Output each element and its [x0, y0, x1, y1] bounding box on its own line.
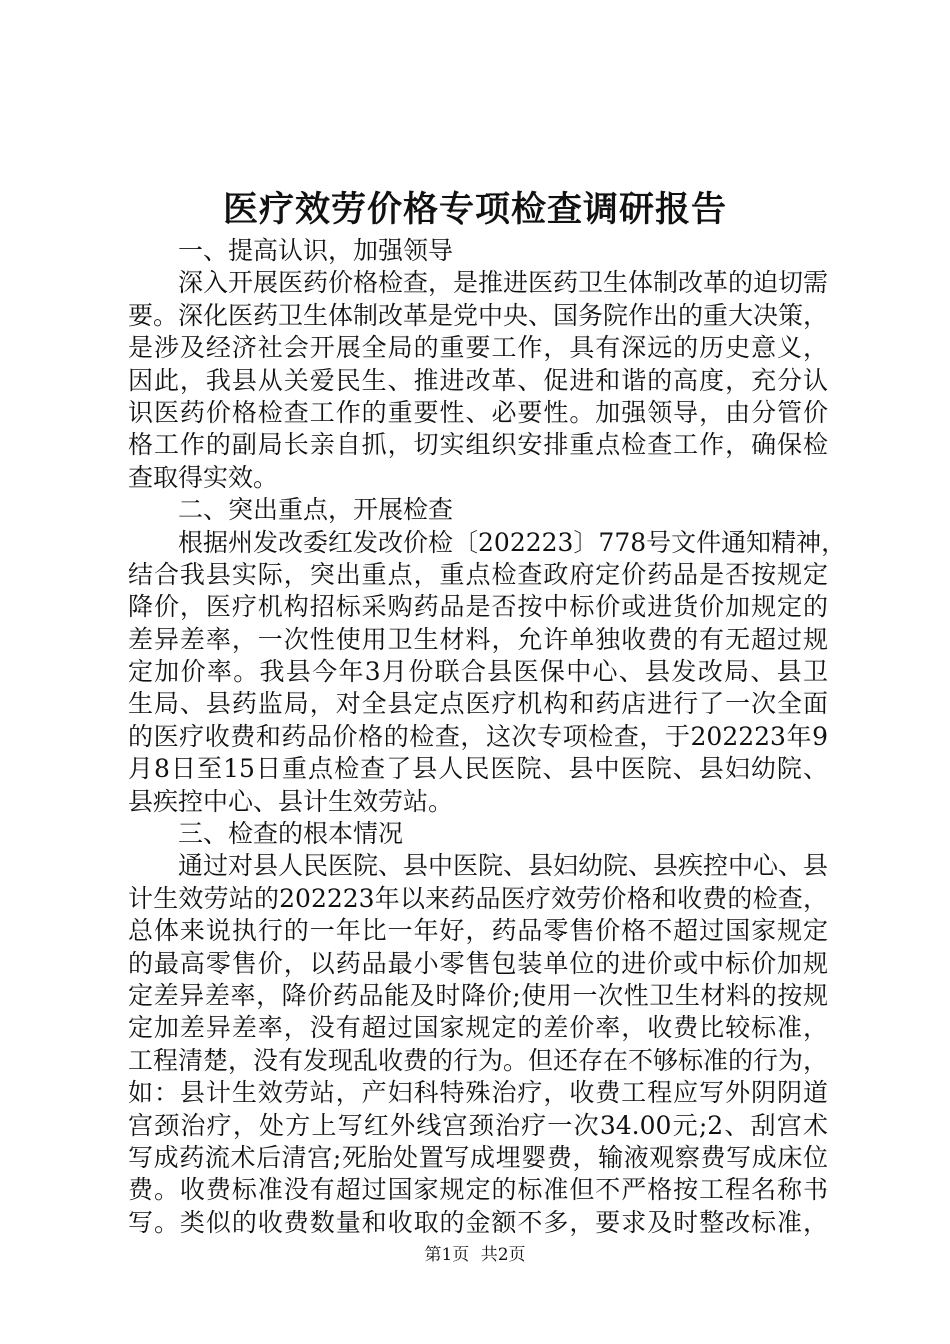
paragraph-line: 写。类似的收费数量和收取的金额不多，要求及时整改标准，	[128, 1207, 828, 1237]
paragraph-line: 月8日至15日重点检查了县人民医院、县中医院、县妇幼院、	[128, 754, 828, 784]
page-footer	[0, 1243, 950, 1267]
document-title: 医疗效劳价格专项检查调研报告	[222, 189, 727, 230]
paragraph-line: 县疾控中心、县计生效劳站。	[128, 786, 454, 816]
page-number: 第1页	[424, 1245, 470, 1265]
paragraph-line: 计生效劳站的202223年以来药品医疗效劳价格和收费的检查，	[128, 883, 828, 913]
section-heading: 三、检查的根本情况	[178, 819, 404, 849]
paragraph-line: 定加价率。我县今年3月份联合县医保中心、县发改局、县卫	[128, 657, 828, 687]
page-total: 共2页	[480, 1245, 526, 1265]
paragraph-line: 写成药流术后清宫;死胎处置写成埋婴费，输液观察费写成床位	[128, 1142, 828, 1172]
paragraph-line: 根据州发改委红发改价检〔202223〕778号文件通知精神，	[178, 527, 847, 557]
paragraph-line: 的最高零售价，以药品最小零售包装单位的进价或中标价加规	[128, 948, 828, 978]
paragraph-line: 差异差率，一次性使用卫生材料，允许单独收费的有无超过规	[128, 624, 828, 654]
paragraph-line: 因此，我县从关爱民生、推进改革、促进和谐的高度，充分认	[128, 365, 828, 395]
paragraph-line: 总体来说执行的一年比一年好，药品零售价格不超过国家规定	[128, 916, 828, 946]
paragraph-line: 结合我县实际，突出重点，重点检查政府定价药品是否按规定	[128, 559, 828, 589]
paragraph-line: 的医疗收费和药品价格的检查，这次专项检查，于202223年9	[128, 721, 828, 751]
paragraph-line: 通过对县人民医院、县中医院、县妇幼院、县疾控中心、县	[178, 851, 829, 881]
paragraph-line: 识医药价格检查工作的重要性、必要性。加强领导，由分管价	[128, 397, 828, 427]
paragraph-line: 费。收费标准没有超过国家规定的标准但不严格按工程名称书	[128, 1175, 828, 1205]
paragraph-line: 定加差异差率，没有超过国家规定的差价率，收费比较标准，	[128, 1013, 828, 1043]
paragraph-line: 定差异差率，降价药品能及时降价;使用一次性卫生材料的按规	[128, 980, 828, 1010]
paragraph-line: 是涉及经济社会开展全局的重要工作，具有深远的历史意义，	[128, 333, 828, 363]
paragraph-line: 要。深化医药卫生体制改革是党中央、国务院作出的重大决策，	[128, 300, 829, 330]
paragraph-line: 查取得实效。	[128, 462, 279, 492]
section-heading: 一、提高认识，加强领导	[178, 236, 454, 265]
paragraph-line: 深入开展医药价格检查，是推进医药卫生体制改革的迫切需	[178, 268, 829, 298]
section-heading: 二、突出重点，开展检查	[178, 495, 454, 525]
paragraph-line: 格工作的副局长亲自抓，切实组织安排重点检查工作，确保检	[128, 430, 828, 460]
paragraph-line: 如：县计生效劳站，产妇科特殊治疗，收费工程应写外阴阴道	[128, 1078, 828, 1108]
paragraph-line: 工程清楚，没有发现乱收费的行为。但还存在不够标准的行为，	[128, 1045, 829, 1075]
document-body	[128, 235, 847, 1239]
paragraph-line: 生局、县药监局，对全县定点医疗机构和药店进行了一次全面	[128, 689, 828, 719]
paragraph-line: 宫颈治疗，处方上写红外线宫颈治疗一次34.00元;2、刮宫术	[128, 1110, 828, 1140]
paragraph-line: 降价，医疗机构招标采购药品是否按中标价或进货价加规定的	[128, 592, 828, 622]
